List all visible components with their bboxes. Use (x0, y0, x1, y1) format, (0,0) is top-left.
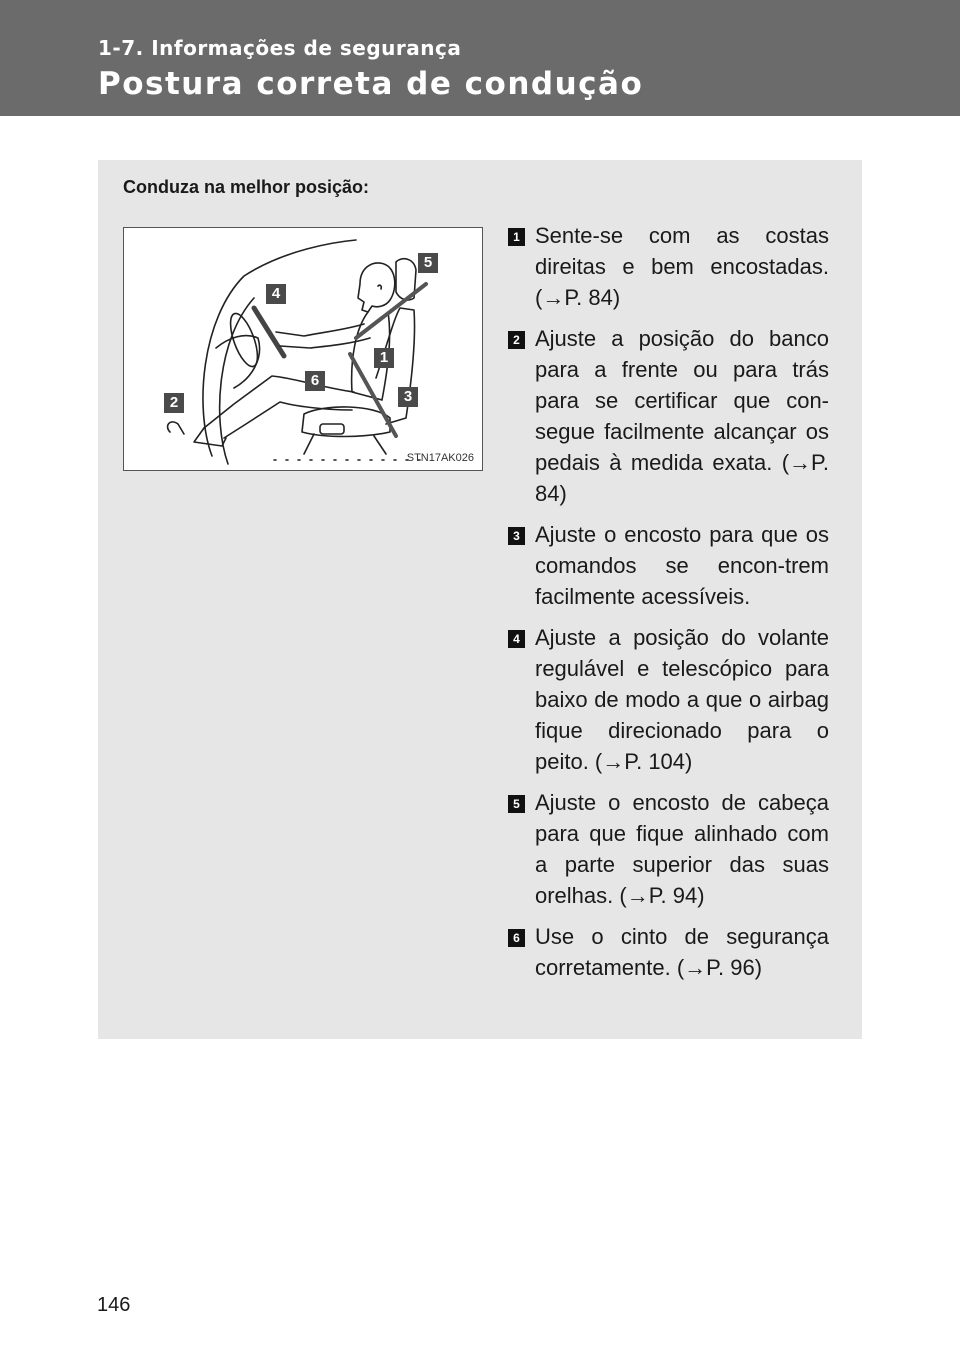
step-text: Use o cinto de segurança corretamente. (→P. 96) (535, 924, 829, 980)
step-number-badge: 5 (508, 795, 525, 813)
list-item (508, 220, 829, 313)
step-number-badge: 6 (508, 929, 525, 947)
driving-posture-illustration (123, 227, 483, 471)
callout-6: 6 (305, 371, 325, 391)
list-item (508, 519, 829, 612)
step-text: Ajuste o encosto para que os comandos se encon-trem facilmente acessíveis. (535, 522, 829, 609)
section-label: 1-7. Informações de segurança (98, 36, 462, 60)
step-number-badge: 1 (508, 228, 525, 246)
step-number-badge: 3 (508, 527, 525, 545)
list-item (508, 622, 829, 777)
step-number-badge: 2 (508, 331, 525, 349)
page-title: Postura correta de condução (98, 66, 644, 102)
callout-2: 2 (164, 393, 184, 413)
step-text: Ajuste a posição do banco para a frente ou para trás para se certificar que con-segue facilmente alcançar os pedais à medida exata. (→P. 84) (535, 326, 829, 506)
callout-4: 4 (266, 284, 286, 304)
step-list (508, 220, 829, 993)
chapter-header (0, 0, 960, 116)
page-number: 146 (97, 1294, 131, 1316)
step-text: Ajuste a posição do volante regulável e telescópico para baixo de modo a que o airbag fique direcionado para o peito. (→P. 104) (535, 625, 829, 774)
callout-5: 5 (418, 253, 438, 273)
panel-heading: Conduza na melhor posição: (123, 177, 370, 197)
list-item (508, 921, 829, 983)
figure-code: STN17AK026 (406, 452, 474, 464)
step-number-badge: 4 (508, 630, 525, 648)
step-text: Sente-se com as costas direitas e bem encostadas. (→P. 84) (535, 223, 829, 310)
list-item (508, 323, 829, 509)
callout-1: 1 (374, 348, 394, 368)
step-text: Ajuste o encosto de cabeça para que fique alinhado com a parte superior das suas orelhas. (→P. 94) (535, 790, 829, 908)
callout-3: 3 (398, 387, 418, 407)
content-panel (98, 160, 862, 1039)
list-item (508, 787, 829, 911)
